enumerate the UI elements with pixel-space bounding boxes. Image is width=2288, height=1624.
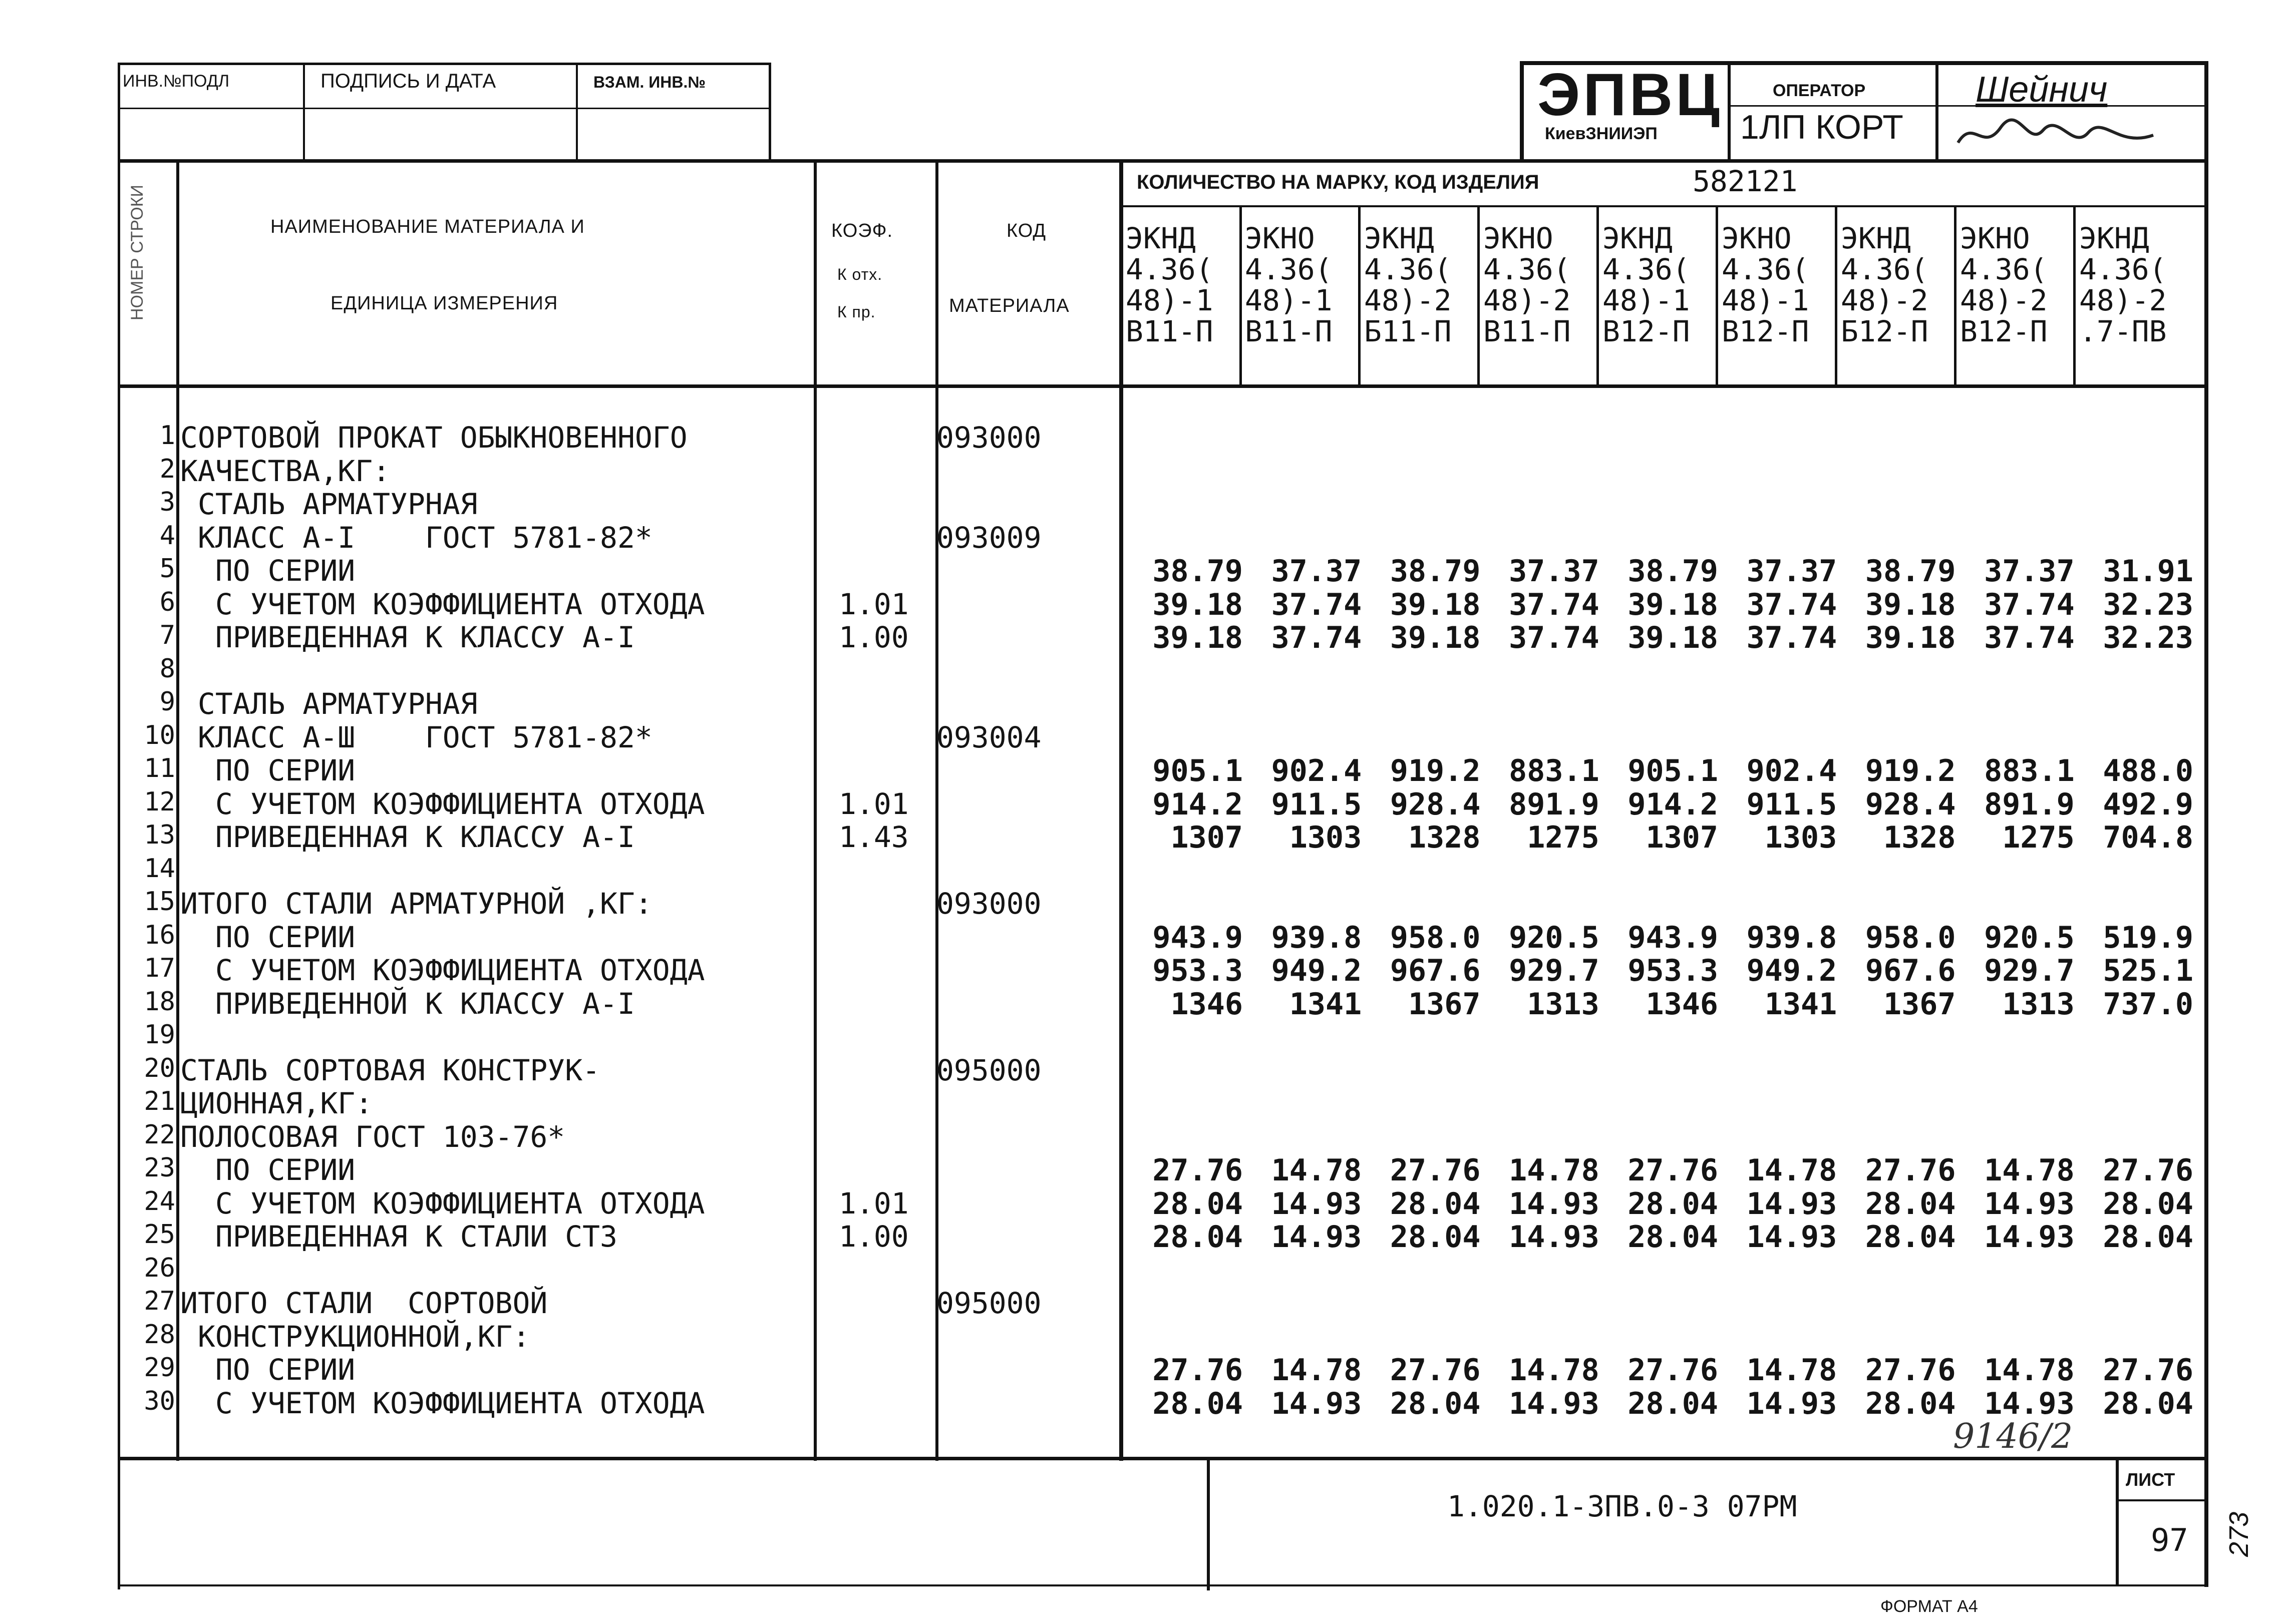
quantity-cell: 1328	[1408, 820, 1481, 855]
operator-label: ОПЕРАТОР	[1773, 81, 1866, 100]
product-column-header-line: ЭКНО	[1483, 221, 1553, 255]
quantity-values	[1124, 587, 2193, 622]
row-number: 16	[144, 920, 175, 950]
quantity-cell: 38.79	[1627, 554, 1718, 589]
quantity-cell: 492.9	[2103, 787, 2193, 822]
material-name: ПРИВЕДЕННОЙ К КЛАССУ А-I	[180, 987, 635, 1021]
product-column-header-line: ЭКНД	[1841, 221, 1911, 255]
row-number: 12	[144, 787, 175, 817]
material-name-header-line1: НАИМЕНОВАНИЕ МАТЕРИАЛА И	[270, 216, 585, 237]
quantity-cell: 28.04	[2103, 1220, 2193, 1255]
quantity-cell: 14.93	[1271, 1386, 1362, 1421]
quantity-cell: 14.93	[1509, 1220, 1599, 1255]
quantity-cell: 928.4	[1390, 787, 1481, 822]
row-number: 25	[144, 1220, 175, 1250]
product-column-header-line: 48)-2	[1841, 283, 1928, 317]
quantity-cell: 27.76	[1627, 1353, 1718, 1388]
row-number: 7	[159, 620, 175, 650]
quantity-cell: 37.74	[1746, 587, 1837, 622]
quantity-cell: 928.4	[1865, 787, 1956, 822]
format-label: ФОРМАТ А4	[1880, 1597, 1978, 1616]
quantity-cell: 902.4	[1746, 753, 1837, 788]
row-number: 15	[144, 887, 175, 917]
code-header-line2: МАТЕРИАЛА	[949, 295, 1070, 316]
quantity-cell: 958.0	[1390, 920, 1481, 955]
material-name: С УЧЕТОМ КОЭФФИЦИЕНТА ОТХОДА	[180, 1386, 705, 1420]
quantity-cell: 1313	[1527, 987, 1599, 1022]
row-number: 22	[144, 1120, 175, 1150]
quantity-values	[1124, 820, 2193, 855]
quantity-cell: 28.04	[1627, 1186, 1718, 1222]
product-column-header-line: 4.36(	[2079, 252, 2167, 286]
row-number: 11	[144, 753, 175, 783]
quantity-cell: 37.74	[1984, 587, 2075, 622]
quantity-cell: 1275	[1527, 820, 1599, 855]
quantity-cell: 1275	[2002, 820, 2075, 855]
quantity-cell: 28.04	[1390, 1186, 1481, 1222]
product-column-header-line: Б11-П	[1364, 314, 1452, 348]
product-column-header-line: ЭКНД	[1364, 221, 1434, 255]
product-column-header-line: В12-П	[1722, 314, 1809, 348]
material-code: 093000	[936, 421, 1042, 455]
quantity-cell: 929.7	[1509, 953, 1599, 988]
quantity-cell: 911.5	[1746, 787, 1837, 822]
product-column-header	[1960, 223, 2073, 347]
quantity-cell: 37.74	[1509, 587, 1599, 622]
material-name: ПРИВЕДЕННАЯ К СТАЛИ СТ3	[180, 1220, 617, 1254]
row-number: 27	[144, 1286, 175, 1316]
product-column-header-line: 48)-1	[1602, 283, 1690, 317]
material-name: ПРИВЕДЕННАЯ К КЛАССУ А-I	[180, 820, 635, 854]
material-name: ПРИВЕДЕННАЯ К КЛАССУ А-I	[180, 620, 635, 654]
quantity-cell: 958.0	[1865, 920, 1956, 955]
quantity-cell: 1341	[1764, 987, 1837, 1022]
quantity-cell: 14.93	[1746, 1386, 1837, 1421]
quantity-cell: 37.74	[1271, 620, 1362, 655]
product-column-header-line: ЭКНД	[1602, 221, 1673, 255]
quantity-cell: 27.76	[1865, 1153, 1956, 1188]
quantity-cell: 27.76	[1390, 1153, 1481, 1188]
material-name: ПО СЕРИИ	[180, 1353, 356, 1387]
quantity-cell: 949.2	[1746, 953, 1837, 988]
sign-date-label: ПОДПИСЬ И ДАТА	[320, 70, 496, 92]
quantity-cell: 488.0	[2103, 753, 2193, 788]
product-column-header-line: 48)-1	[1245, 283, 1333, 317]
product-column-header	[1364, 223, 1477, 347]
quantity-values	[1124, 1220, 2193, 1255]
material-name: СОРТОВОЙ ПРОКАТ ОБЫКНОВЕННОГО	[180, 421, 688, 455]
product-column-header-line: 48)-2	[2079, 283, 2167, 317]
quantity-cell: 39.18	[1865, 620, 1956, 655]
material-name: КЛАСС А-Ш ГОСТ 5781-82*	[180, 720, 652, 754]
material-name: ПО СЕРИИ	[180, 1153, 356, 1187]
product-column-header-line: 4.36(	[1245, 252, 1333, 286]
product-column-header-line: 4.36(	[1483, 252, 1571, 286]
quantity-cell: 39.18	[1627, 620, 1718, 655]
quantity-cell: 905.1	[1152, 753, 1243, 788]
material-code: 095000	[936, 1053, 1042, 1087]
handwritten-signature	[1953, 113, 2163, 158]
quantity-cell: 39.18	[1627, 587, 1718, 622]
quantity-cell: 39.18	[1865, 587, 1956, 622]
product-column-header-line: 4.36(	[1602, 252, 1690, 286]
product-column-header-line: 48)-1	[1722, 283, 1809, 317]
quantity-cell: 14.93	[1509, 1186, 1599, 1222]
quantity-cell: 39.18	[1390, 587, 1481, 622]
quantity-cell: 943.9	[1152, 920, 1243, 955]
quantity-cell: 914.2	[1627, 787, 1718, 822]
quantity-values	[1124, 753, 2193, 788]
material-name: СТАЛЬ СОРТОВАЯ КОНСТРУК-	[180, 1053, 600, 1087]
product-column-header-line: 4.36(	[1364, 252, 1452, 286]
quantity-cell: 37.37	[1509, 554, 1599, 589]
qty-header: КОЛИЧЕСТВО НА МАРКУ, КОД ИЗДЕЛИЯ	[1137, 171, 1539, 193]
quantity-values	[1124, 1386, 2193, 1421]
row-number: 19	[144, 1020, 175, 1050]
quantity-cell: 919.2	[1865, 753, 1956, 788]
handwritten-reference: 9146/2	[1953, 1417, 2073, 1456]
operator-value: 1ЛП КОРТ	[1740, 108, 1903, 146]
row-number: 2	[159, 454, 175, 484]
quantity-cell: 967.6	[1865, 953, 1956, 988]
quantity-cell: 28.04	[1152, 1220, 1243, 1255]
product-column-header-line: 48)-2	[1960, 283, 2048, 317]
quantity-cell: 14.78	[1509, 1353, 1599, 1388]
material-code: 093009	[936, 521, 1042, 555]
material-name: СТАЛЬ АРМАТУРНАЯ	[180, 687, 478, 721]
quantity-cell: 1307	[1646, 820, 1718, 855]
row-number: 24	[144, 1186, 175, 1216]
coefficient: 1.01	[839, 1186, 909, 1221]
material-name: С УЧЕТОМ КОЭФФИЦИЕНТА ОТХОДА	[180, 787, 705, 821]
coef-header-line3: К пр.	[837, 303, 876, 321]
quantity-cell: 28.04	[1627, 1220, 1718, 1255]
product-column-header-line: .7-ПВ	[2079, 314, 2167, 348]
material-name: ПО СЕРИИ	[180, 920, 356, 954]
sheet-label: ЛИСТ	[2126, 1469, 2175, 1490]
material-name-header-line2: ЕДИНИЦА ИЗМЕРЕНИЯ	[331, 293, 558, 314]
product-column-header-line: 4.36(	[1841, 252, 1928, 286]
quantity-cell: 14.93	[1746, 1186, 1837, 1222]
row-number: 5	[159, 554, 175, 584]
product-column-header-line: В12-П	[1960, 314, 2048, 348]
quantity-cell: 929.7	[1984, 953, 2075, 988]
quantity-cell: 27.76	[2103, 1353, 2193, 1388]
row-number: 26	[144, 1253, 175, 1283]
quantity-cell: 883.1	[1984, 753, 2075, 788]
quantity-cell: 38.79	[1865, 554, 1956, 589]
quantity-cell: 1341	[1289, 987, 1362, 1022]
coefficient: 1.00	[839, 1220, 909, 1254]
row-number: 30	[144, 1386, 175, 1416]
material-name: С УЧЕТОМ КОЭФФИЦИЕНТА ОТХОДА	[180, 953, 705, 987]
quantity-cell: 32.23	[2103, 620, 2193, 655]
row-number: 6	[159, 587, 175, 617]
material-code: 093000	[936, 887, 1042, 921]
row-number: 3	[159, 487, 175, 517]
material-code: 093004	[936, 720, 1042, 754]
row-number: 14	[144, 854, 175, 884]
product-column-header	[1126, 223, 1238, 347]
quantity-values	[1124, 1353, 2193, 1388]
product-column-header-line: 4.36(	[1126, 252, 1213, 286]
row-number: 20	[144, 1053, 175, 1083]
quantity-cell: 27.76	[1152, 1353, 1243, 1388]
quantity-cell: 891.9	[1984, 787, 2075, 822]
quantity-cell: 953.3	[1627, 953, 1718, 988]
row-number: 28	[144, 1320, 175, 1350]
quantity-cell: 28.04	[1865, 1386, 1956, 1421]
quantity-cell: 939.8	[1271, 920, 1362, 955]
product-column-header	[2079, 223, 2192, 347]
quantity-cell: 37.74	[1746, 620, 1837, 655]
product-column-header-line: ЭКНО	[1722, 221, 1792, 255]
quantity-cell: 14.93	[1984, 1386, 2075, 1421]
quantity-values	[1124, 987, 2193, 1022]
quantity-values	[1124, 787, 2193, 822]
quantity-cell: 37.74	[1509, 620, 1599, 655]
quantity-cell: 28.04	[1390, 1386, 1481, 1421]
quantity-cell: 14.93	[1746, 1220, 1837, 1255]
quantity-values	[1124, 953, 2193, 988]
material-name: ЦИОННАЯ,КГ:	[180, 1086, 373, 1120]
quantity-cell: 920.5	[1509, 920, 1599, 955]
quantity-cell: 519.9	[2103, 920, 2193, 955]
org-logo: ЭПВЦ	[1537, 61, 1723, 128]
material-name: СТАЛЬ АРМАТУРНАЯ	[180, 487, 478, 521]
sheet-number: 97	[2151, 1522, 2188, 1558]
coefficient: 1.01	[839, 587, 909, 621]
quantity-cell: 953.3	[1152, 953, 1243, 988]
quantity-cell: 27.76	[1152, 1153, 1243, 1188]
signature-name: Шейнич	[1976, 70, 2108, 110]
quantity-cell: 28.04	[1865, 1220, 1956, 1255]
product-column-header-line: 4.36(	[1722, 252, 1809, 286]
quantity-cell: 38.79	[1152, 554, 1243, 589]
material-name: КАЧЕСТВА,КГ:	[180, 454, 391, 488]
quantity-cell: 27.76	[1627, 1153, 1718, 1188]
code-header-line1: КОД	[1007, 220, 1047, 241]
quantity-cell: 28.04	[1627, 1386, 1718, 1421]
coef-header-line2: К отх.	[837, 265, 883, 283]
quantity-cell: 37.74	[1271, 587, 1362, 622]
quantity-cell: 14.78	[1984, 1153, 2075, 1188]
quantity-cell: 14.93	[1984, 1220, 2075, 1255]
material-name: КОНСТРУКЦИОННОЙ,КГ:	[180, 1320, 530, 1354]
quantity-cell: 14.78	[1746, 1353, 1837, 1388]
coefficient: 1.01	[839, 787, 909, 821]
product-column-header	[1841, 223, 1953, 347]
quantity-cell: 1328	[1883, 820, 1956, 855]
inv-label: ИНВ.№ПОДЛ	[123, 72, 230, 91]
quantity-cell: 14.93	[1271, 1186, 1362, 1222]
vzam-label: ВЗАМ. ИНВ.№	[593, 73, 706, 91]
product-column-header-line: 48)-1	[1126, 283, 1213, 317]
row-number: 21	[144, 1086, 175, 1116]
product-column-header-line: 48)-2	[1483, 283, 1571, 317]
row-number: 9	[159, 687, 175, 717]
row-number: 8	[159, 654, 175, 684]
material-name: ИТОГО СТАЛИ АРМАТУРНОЙ ,КГ:	[180, 887, 652, 921]
row-number: 1	[159, 421, 175, 451]
quantity-cell: 14.93	[1271, 1220, 1362, 1255]
quantity-cell: 37.37	[1271, 554, 1362, 589]
product-column-header	[1722, 223, 1834, 347]
quantity-cell: 919.2	[1390, 753, 1481, 788]
material-name: КЛАСС А-I ГОСТ 5781-82*	[180, 521, 652, 555]
product-column-header	[1483, 223, 1596, 347]
quantity-cell: 1346	[1646, 987, 1718, 1022]
quantity-cell: 1367	[1408, 987, 1481, 1022]
coefficient: 1.00	[839, 620, 909, 654]
quantity-cell: 1346	[1170, 987, 1243, 1022]
document-code: 1.020.1-3ПВ.0-3 07РМ	[1447, 1489, 1797, 1523]
quantity-cell: 37.37	[1984, 554, 2075, 589]
quantity-cell: 14.78	[1984, 1353, 2075, 1388]
quantity-cell: 27.76	[2103, 1153, 2193, 1188]
quantity-cell: 39.18	[1390, 620, 1481, 655]
quantity-cell: 525.1	[2103, 953, 2193, 988]
product-column-header-line: ЭКНО	[1245, 221, 1315, 255]
coef-header-line1: КОЭФ.	[831, 220, 893, 241]
product-column-header-line: В11-П	[1245, 314, 1333, 348]
quantity-cell: 1313	[2002, 987, 2075, 1022]
quantity-cell: 902.4	[1271, 753, 1362, 788]
quantity-cell: 939.8	[1746, 920, 1837, 955]
quantity-values	[1124, 1186, 2193, 1222]
row-number: 23	[144, 1153, 175, 1183]
quantity-cell: 38.79	[1390, 554, 1481, 589]
quantity-cell: 905.1	[1627, 753, 1718, 788]
product-column-header-line: ЭКНД	[2079, 221, 2149, 255]
product-column-header	[1602, 223, 1715, 347]
row-number: 4	[159, 521, 175, 551]
quantity-cell: 14.78	[1746, 1153, 1837, 1188]
product-column-header-line: ЭКНД	[1126, 221, 1196, 255]
row-number: 10	[144, 720, 175, 750]
quantity-values	[1124, 554, 2193, 589]
row-number: 17	[144, 953, 175, 983]
quantity-cell: 28.04	[2103, 1186, 2193, 1222]
quantity-cell: 27.76	[1865, 1353, 1956, 1388]
quantity-cell: 14.93	[1509, 1386, 1599, 1421]
row-number: 29	[144, 1353, 175, 1383]
quantity-cell: 1367	[1883, 987, 1956, 1022]
org-subtitle: КиевЗНИИЭП	[1545, 124, 1658, 143]
quantity-cell: 911.5	[1271, 787, 1362, 822]
quantity-cell: 39.18	[1152, 620, 1243, 655]
quantity-cell: 704.8	[2103, 820, 2193, 855]
quantity-cell: 37.37	[1746, 554, 1837, 589]
product-column-header-line: ЭКНО	[1960, 221, 2030, 255]
quantity-values	[1124, 920, 2193, 955]
product-column-header-line: В11-П	[1483, 314, 1571, 348]
material-name: ПО СЕРИИ	[180, 753, 356, 787]
quantity-cell: 967.6	[1390, 953, 1481, 988]
product-column-header	[1245, 223, 1358, 347]
material-code: 095000	[936, 1286, 1042, 1320]
material-name: С УЧЕТОМ КОЭФФИЦИЕНТА ОТХОДА	[180, 1186, 705, 1221]
quantity-cell: 14.78	[1271, 1153, 1362, 1188]
material-name: ИТОГО СТАЛИ СОРТОВОЙ	[180, 1286, 548, 1320]
quantity-cell: 14.78	[1509, 1153, 1599, 1188]
side-page-number: 273	[2224, 1511, 2254, 1557]
quantity-cell: 737.0	[2103, 987, 2193, 1022]
product-column-header-line: В12-П	[1602, 314, 1690, 348]
product-column-header-line: Б12-П	[1841, 314, 1928, 348]
product-column-header-line: 48)-2	[1364, 283, 1452, 317]
quantity-cell: 914.2	[1152, 787, 1243, 822]
row-number: 13	[144, 820, 175, 850]
coefficient: 1.43	[839, 820, 909, 854]
quantity-cell: 949.2	[1271, 953, 1362, 988]
quantity-cell: 28.04	[1152, 1386, 1243, 1421]
row-number-header: НОМЕР СТРОКИ	[128, 185, 147, 320]
row-number: 18	[144, 987, 175, 1017]
quantity-cell: 39.18	[1152, 587, 1243, 622]
quantity-cell: 28.04	[1865, 1186, 1956, 1222]
quantity-cell: 1307	[1170, 820, 1243, 855]
quantity-values	[1124, 620, 2193, 655]
material-name: С УЧЕТОМ КОЭФФИЦИЕНТА ОТХОДА	[180, 587, 705, 621]
quantity-cell: 883.1	[1509, 753, 1599, 788]
material-name: ПО СЕРИИ	[180, 554, 356, 588]
quantity-cell: 14.93	[1984, 1186, 2075, 1222]
product-column-header-line: В11-П	[1126, 314, 1213, 348]
quantity-cell: 31.91	[2103, 554, 2193, 589]
material-name: ПОЛОСОВАЯ ГОСТ 103-76*	[180, 1120, 565, 1154]
quantity-cell: 1303	[1289, 820, 1362, 855]
product-column-header-line: 4.36(	[1960, 252, 2048, 286]
quantity-cell: 27.76	[1390, 1353, 1481, 1388]
quantity-cell: 943.9	[1627, 920, 1718, 955]
quantity-cell: 37.74	[1984, 620, 2075, 655]
quantity-cell: 28.04	[2103, 1386, 2193, 1421]
quantity-cell: 920.5	[1984, 920, 2075, 955]
quantity-cell: 14.78	[1271, 1353, 1362, 1388]
quantity-cell: 28.04	[1390, 1220, 1481, 1255]
product-code: 582121	[1693, 164, 1798, 198]
quantity-cell: 28.04	[1152, 1186, 1243, 1222]
quantity-values	[1124, 1153, 2193, 1188]
quantity-cell: 1303	[1764, 820, 1837, 855]
quantity-cell: 32.23	[2103, 587, 2193, 622]
quantity-cell: 891.9	[1509, 787, 1599, 822]
